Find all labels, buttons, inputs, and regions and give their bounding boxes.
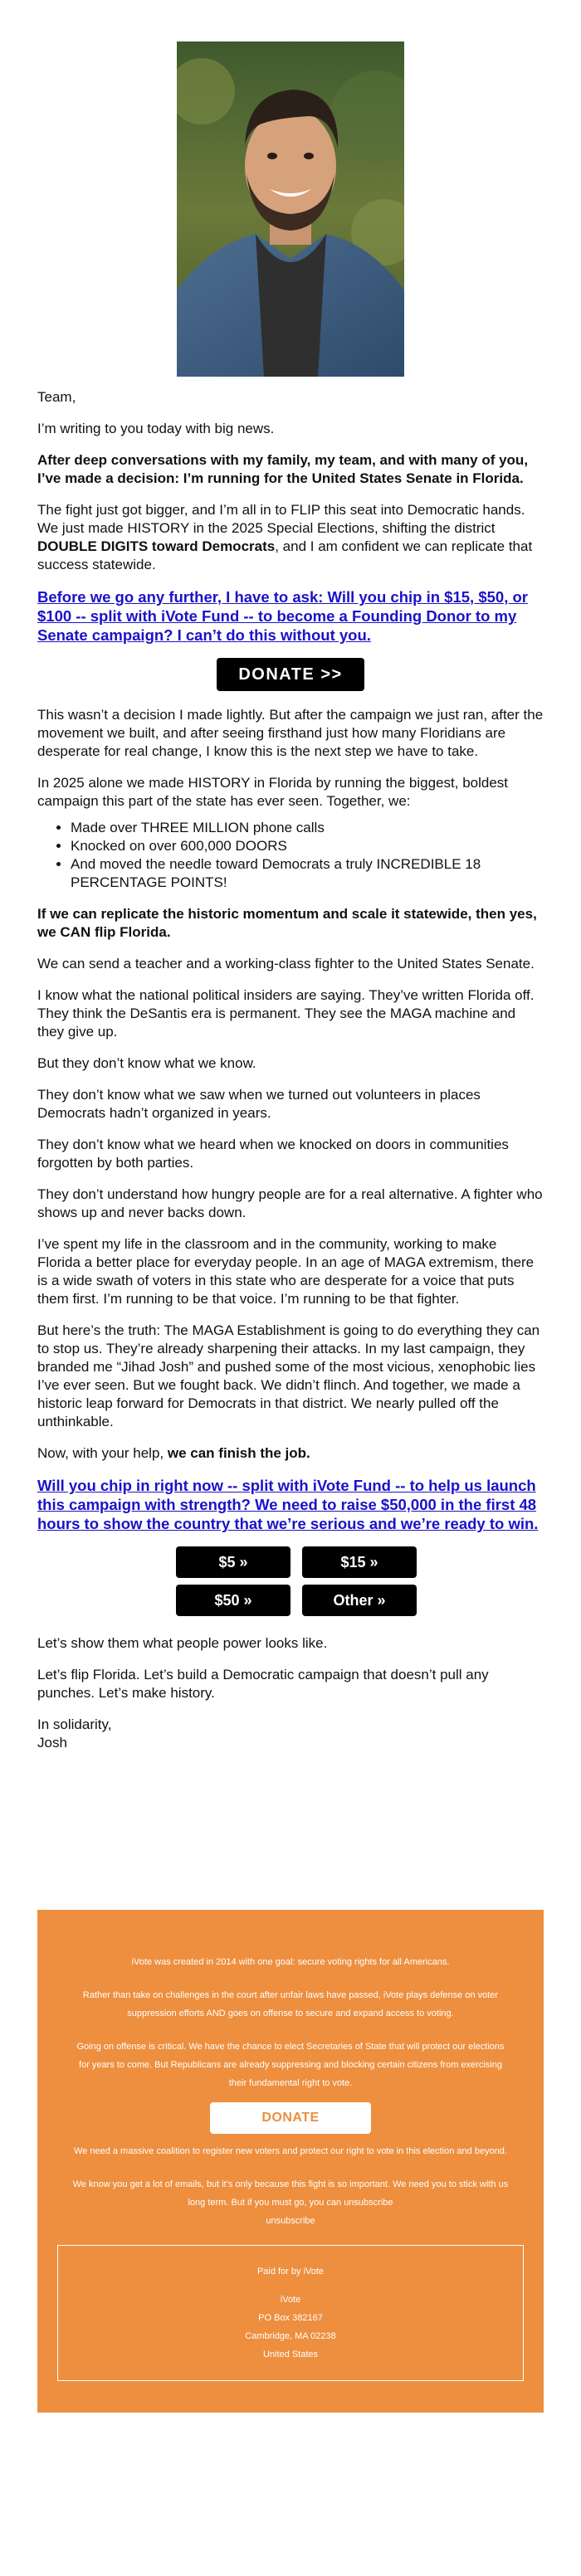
donate-50-button[interactable]: $50 » bbox=[176, 1585, 290, 1616]
paragraph: But they don’t know what we know. bbox=[37, 1055, 256, 1071]
donate-5-button[interactable]: $5 » bbox=[176, 1546, 290, 1578]
paragraph: They don’t know what we saw when we turned out volunteers in places Democrats hadn’t organized in years. bbox=[37, 1087, 481, 1121]
ask-link[interactable]: Before we go any further, I have to ask: Will you chip in $15, $50, or $100 -- split with iVote Fund -- to become a Founding Donor to my Senate campaign? I can’t do this without you. bbox=[37, 588, 528, 644]
paragraph bbox=[37, 1444, 544, 1463]
text-bold: DOUBLE DIGITS toward Democrats bbox=[37, 538, 276, 554]
stats-list bbox=[37, 819, 544, 892]
donate-15-button[interactable]: $15 » bbox=[302, 1546, 417, 1578]
paragraph-bold bbox=[37, 905, 544, 942]
candidate-portrait-icon bbox=[177, 41, 404, 377]
org-name: iVote bbox=[280, 2295, 301, 2305]
text: The fight just got bigger, and I’m all in to FLIP this seat into Democratic hands. We just made HISTORY in the 2025 Special Elections, shifting the district bbox=[37, 502, 525, 536]
footer bbox=[37, 1910, 544, 2413]
paid-for-box bbox=[57, 2245, 524, 2381]
greeting: Team, bbox=[37, 389, 76, 405]
email-body bbox=[37, 388, 544, 1752]
footer-donate-button[interactable]: DONATE bbox=[210, 2102, 371, 2134]
announcement-text: After deep conversations with my family, my team, and with many of you, I’ve made a decision: I’m running for the United States Senate in Florida. bbox=[37, 452, 529, 486]
signoff-text: In solidarity, bbox=[37, 1717, 112, 1732]
gap bbox=[58, 2281, 523, 2291]
paragraph bbox=[37, 501, 544, 574]
spacer bbox=[37, 1752, 544, 1910]
list-item: • And moved the needle toward Democrats a truly INCREDIBLE 18 PERCENTAGE POINTS! bbox=[71, 855, 544, 892]
amount-buttons bbox=[176, 1546, 405, 1616]
signoff bbox=[37, 1716, 544, 1752]
city: Cambridge, MA 02238 bbox=[245, 2331, 336, 2341]
footer-text-inline: We know you get a lot of emails, but it’s only because this fight is so important. We need you to stick with us long term. But if you must go, you can unsubscribe bbox=[72, 2179, 509, 2208]
country: United States bbox=[262, 2350, 319, 2359]
ask-link[interactable]: Will you chip in right now -- split with iVote Fund -- to help us launch this campaign with strength? We need to raise $50,000 in the first 48 hours to show the country that we’re serious and we’re ready to win. bbox=[37, 1477, 539, 1532]
paragraph: In 2025 alone we made HISTORY in Florida by running the biggest, boldest campaign this part of the state has ever seen. Together, we: bbox=[37, 775, 509, 809]
paragraph: We can send a teacher and a working-class fighter to the United States Senate. bbox=[37, 956, 535, 971]
footer-text: Rather than take on challenges in the court after unfair laws have passed, iVote plays defense on voter suppression efforts AND goes on offense to secure and expand access to voting. bbox=[82, 1990, 499, 2018]
announcement-paragraph bbox=[37, 451, 544, 488]
text-bold: we can finish the job. bbox=[167, 1445, 310, 1461]
email-container bbox=[37, 41, 544, 2413]
paragraph: Let’s flip Florida. Let’s build a Democratic campaign that doesn’t pull any punches. Let’s make history. bbox=[37, 1667, 489, 1701]
unsubscribe-link[interactable]: unsubscribe bbox=[266, 2216, 315, 2226]
list-item: • Knocked on over 600,000 DOORS bbox=[71, 837, 544, 855]
paragraph: They don’t know what we heard when we knocked on doors in communities forgotten by both parties. bbox=[37, 1137, 509, 1171]
paragraph: Let’s show them what people power looks like. bbox=[37, 1635, 328, 1651]
donate-other-button[interactable]: Other » bbox=[302, 1585, 417, 1616]
paragraph: They don’t understand how hungry people are for a real alternative. A fighter who shows up and never backs down. bbox=[37, 1186, 543, 1220]
signature: Josh bbox=[37, 1735, 67, 1751]
paragraph: I’m writing to you today with big news. bbox=[37, 421, 275, 436]
text: , and I am confident we can replicate that success statewide. bbox=[37, 538, 533, 572]
paragraph: I’ve spent my life in the classroom and in the community, working to make Florida a better place for everyday people. In an age of MAGA extremism, there is a wide swath of voters in this state who are desperate for a voice that puts them first. I’m running to be that voice. I’m running to be that fighter. bbox=[37, 1236, 535, 1307]
paragraph: But here’s the truth: The MAGA Establishment is going to do everything they can to stop us. They’re already sharpening their attacks. In my last campaign, they branded me “Jihad Josh” and pushed some of the most vicious, xenophobic lies I’ve ever seen. But we fought back. We didn’t flinch. And together, we made a historic leap forward for Democrats in that district. We nearly pulled off the unthinkable. bbox=[37, 1322, 540, 1429]
footer-text: We need a massive coalition to register new voters and protect our right to vote in this election and beyond. bbox=[74, 2146, 507, 2156]
paragraph: This wasn’t a decision I made lightly. But after the campaign we just ran, after the movement we built, and after seeing firsthand just how many Floridians are desperate for real change, I know this is the next step we have to take. bbox=[37, 707, 544, 759]
text: Now, with your help, bbox=[37, 1445, 168, 1461]
po-box: PO Box 382167 bbox=[258, 2313, 323, 2323]
footer-text: iVote was created in 2014 with one goal: secure voting rights for all Americans. bbox=[131, 1957, 450, 1967]
paragraph: I know what the national political insiders are saying. They’ve written Florida off. They think the DeSantis era is permanent. They see the MAGA machine and they give up. bbox=[37, 987, 535, 1040]
donate-button[interactable]: DONATE >> bbox=[217, 658, 364, 691]
ask-paragraph bbox=[37, 587, 544, 645]
list-item: • Made over THREE MILLION phone calls bbox=[71, 819, 544, 837]
candidate-photo bbox=[177, 41, 404, 377]
ask-paragraph bbox=[37, 1476, 544, 1533]
paid-for-text: Paid for by iVote bbox=[256, 2267, 325, 2277]
footer-text bbox=[37, 2175, 544, 2230]
footer-text: Going on offense is critical. We have the chance to elect Secretaries of State that will protect our elections for years to come. But Republicans are already suppressing and blocking certain citizens from exercising their fundamental right to vote. bbox=[76, 2042, 505, 2088]
text-bold: If we can replicate the historic momentum and scale it statewide, then yes, we CAN flip Florida. bbox=[37, 906, 537, 940]
